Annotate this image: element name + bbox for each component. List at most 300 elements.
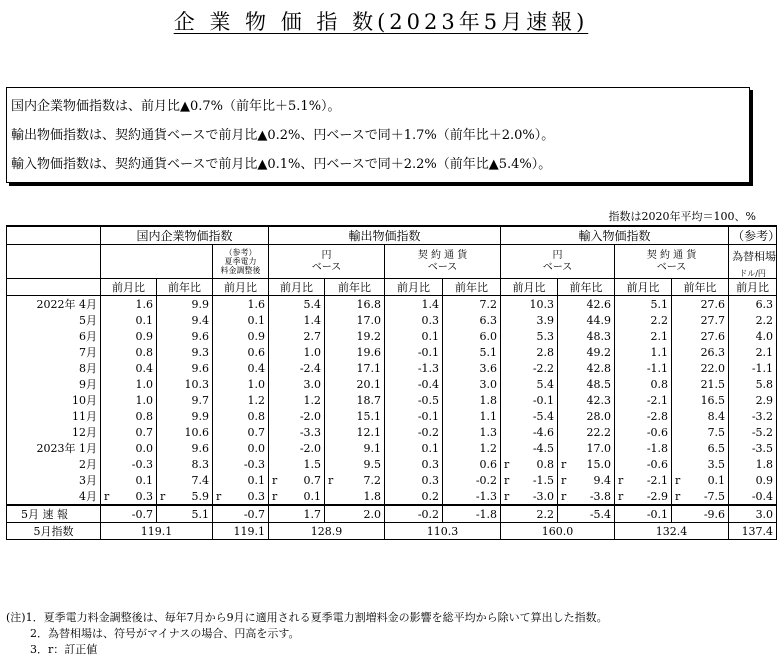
index-import-yen: 160.0 xyxy=(501,523,615,540)
cell-value: 1.0 xyxy=(135,393,153,407)
cell-value: 1.0 xyxy=(135,377,153,391)
summer-adj-line2: 夏季電力 xyxy=(224,257,257,266)
header-domestic: 国内企業物価指数 xyxy=(101,226,269,245)
cell-value: 5.4 xyxy=(536,377,555,391)
table-cell xyxy=(385,408,443,424)
table-cell xyxy=(443,408,501,424)
summer-adj-line3: 料金調整後 xyxy=(220,266,261,275)
table-cell xyxy=(443,392,501,408)
col-yoy: 前年比 xyxy=(672,279,729,296)
revised-mark: r xyxy=(675,473,681,487)
table-cell xyxy=(615,344,672,360)
cell-value: -2.0 xyxy=(299,441,322,455)
table-cell xyxy=(269,440,325,456)
col-mom: 前月比 xyxy=(501,279,558,296)
import-contract-line2: ベース xyxy=(656,261,687,273)
cell-value: -0.4 xyxy=(417,377,440,391)
cell-value: 10.3 xyxy=(184,377,209,391)
cell-value: 0.9 xyxy=(247,329,266,343)
cell-value: -2.9 xyxy=(646,489,669,503)
table-cell xyxy=(269,488,325,505)
table-row xyxy=(7,408,777,424)
table-row xyxy=(7,440,777,456)
cell-value: 7.4 xyxy=(191,473,209,487)
cell-value: 0.1 xyxy=(135,313,153,327)
table-cell xyxy=(672,360,729,376)
cell-value: 5.1 xyxy=(650,297,669,311)
table-cell xyxy=(385,392,443,408)
table-cell: 4.0 xyxy=(729,328,777,344)
cell-value: 3.5 xyxy=(707,457,726,471)
table-cell xyxy=(101,328,157,344)
table-cell xyxy=(213,360,269,376)
col-mom: 前月比 xyxy=(213,279,269,296)
table-cell xyxy=(213,488,269,505)
cell-value: 8.4 xyxy=(707,409,726,423)
cell-value: 17.0 xyxy=(356,313,382,327)
cell-value: -3.8 xyxy=(589,489,612,503)
table-cell xyxy=(558,472,615,488)
table-cell xyxy=(385,344,443,360)
table-cell xyxy=(157,424,213,440)
header-domestic-blank xyxy=(101,245,213,279)
table-row-index xyxy=(7,523,777,540)
table-cell xyxy=(157,328,213,344)
table-cell xyxy=(325,312,385,328)
table-cell: -0.1 xyxy=(615,505,672,523)
row-label: 5月指数 xyxy=(7,523,101,540)
cell-value: 3.9 xyxy=(536,313,555,327)
table-cell xyxy=(269,408,325,424)
summary-import: 輸入物価指数は、契約通貨ベースで前月比▲0.1%、円ベースで同＋2.2%（前年比▲5.4%）。 xyxy=(11,157,552,172)
table-cell xyxy=(213,456,269,472)
table-cell xyxy=(385,376,443,392)
row-label: 5月 速 報 xyxy=(7,505,101,523)
table-cell xyxy=(157,472,213,488)
cell-value: 9.6 xyxy=(191,441,209,455)
table-cell xyxy=(101,472,157,488)
table-cell: 5.8 xyxy=(729,376,777,392)
cell-value: -5.4 xyxy=(532,409,555,423)
table-cell xyxy=(269,328,325,344)
table-cell xyxy=(443,456,501,472)
table-cell xyxy=(443,312,501,328)
revised-mark: r xyxy=(618,473,624,487)
price-index-table xyxy=(6,225,780,540)
cell-value: 48.3 xyxy=(586,329,612,343)
index-import-contract: 132.4 xyxy=(615,523,729,540)
table-cell xyxy=(213,392,269,408)
cell-value: 0.1 xyxy=(135,473,153,487)
table-row xyxy=(7,360,777,376)
table-cell: 2.0 xyxy=(325,505,385,523)
table-cell xyxy=(213,408,269,424)
table-row xyxy=(7,424,777,440)
table-cell xyxy=(501,328,558,344)
cell-value: 8.3 xyxy=(191,457,209,471)
table-cell xyxy=(558,424,615,440)
row-label: 6月 xyxy=(7,328,101,344)
table-cell xyxy=(501,344,558,360)
table-cell xyxy=(501,488,558,505)
table-cell xyxy=(558,440,615,456)
export-contract-line1: 契 約 通 貨 xyxy=(417,249,468,261)
revised-mark: r xyxy=(504,489,510,503)
table-cell: -0.7 xyxy=(213,505,269,523)
revised-mark: r xyxy=(160,489,166,503)
cell-value: 0.9 xyxy=(135,329,153,343)
table-cell xyxy=(443,440,501,456)
table-cell: 2.1 xyxy=(729,344,777,360)
table-row xyxy=(7,488,777,505)
cell-value: -2.2 xyxy=(532,361,555,375)
cell-value: -0.1 xyxy=(417,345,440,359)
cell-value: 0.8 xyxy=(135,345,153,359)
table-cell xyxy=(325,440,385,456)
table-cell xyxy=(672,408,729,424)
table-cell xyxy=(558,376,615,392)
page-title xyxy=(0,6,762,36)
cell-value: -2.1 xyxy=(646,473,669,487)
table-cell: -1.8 xyxy=(443,505,501,523)
cell-value: 0.1 xyxy=(247,313,266,327)
table-cell xyxy=(672,328,729,344)
cell-value: 27.6 xyxy=(700,329,726,343)
cell-value: 0.8 xyxy=(536,457,555,471)
cell-value: -3.0 xyxy=(532,489,555,503)
cell-value: -0.6 xyxy=(646,425,669,439)
col-mom: 前月比 xyxy=(385,279,443,296)
table-cell: 2.2 xyxy=(501,505,558,523)
row-label: 7月 xyxy=(7,344,101,360)
table-cell xyxy=(672,488,729,505)
cell-value: 16.5 xyxy=(700,393,726,407)
table-cell xyxy=(385,312,443,328)
cell-value: 9.4 xyxy=(593,473,612,487)
cell-value: -4.5 xyxy=(532,441,555,455)
fx-line2: ドル/円 xyxy=(739,269,766,278)
cell-value: -1.1 xyxy=(646,361,669,375)
row-label: 4月 xyxy=(7,488,101,505)
cell-value: -2.0 xyxy=(299,409,322,423)
table-cell: 6.3 xyxy=(729,296,777,313)
table-cell xyxy=(213,328,269,344)
table-cell: -5.2 xyxy=(729,424,777,440)
table-cell xyxy=(269,472,325,488)
table-cell xyxy=(101,440,157,456)
cell-value: 1.6 xyxy=(135,297,153,311)
revised-mark: r xyxy=(561,489,567,503)
cell-value: 2.1 xyxy=(650,329,669,343)
cell-value: 12.1 xyxy=(356,425,382,439)
cell-value: -0.2 xyxy=(475,473,498,487)
table-cell: 1.8 xyxy=(729,456,777,472)
table-cell xyxy=(385,424,443,440)
cell-value: 21.5 xyxy=(700,377,726,391)
table-cell: -0.7 xyxy=(101,505,157,523)
table-cell xyxy=(443,328,501,344)
row-label: 5月 xyxy=(7,312,101,328)
corner-cell xyxy=(7,226,101,245)
table-cell xyxy=(501,392,558,408)
cell-value: 1.1 xyxy=(650,345,669,359)
cell-value: 48.5 xyxy=(586,377,612,391)
revised-mark: r xyxy=(618,489,624,503)
revised-mark: r xyxy=(504,457,510,471)
corner-cell xyxy=(7,245,101,279)
cell-value: 1.5 xyxy=(303,457,322,471)
cell-value: 1.0 xyxy=(303,345,322,359)
table-cell xyxy=(558,392,615,408)
cell-value: 1.4 xyxy=(421,297,440,311)
cell-value: 7.2 xyxy=(363,473,382,487)
corner-cell xyxy=(7,279,101,296)
table-cell: -0.2 xyxy=(385,505,443,523)
index-domestic: 119.1 xyxy=(101,523,213,540)
cell-value: 9.5 xyxy=(363,457,382,471)
table-cell xyxy=(615,424,672,440)
cell-value: 9.9 xyxy=(191,409,209,423)
cell-value: 2.8 xyxy=(536,345,555,359)
cell-value: 0.4 xyxy=(247,361,266,375)
table-cell: 1.7 xyxy=(269,505,325,523)
cell-value: 19.6 xyxy=(356,345,382,359)
import-yen-line1: 円 xyxy=(552,249,563,261)
cell-value: 3.0 xyxy=(303,377,322,391)
revised-mark: r xyxy=(216,489,222,503)
cell-value: 1.2 xyxy=(479,441,498,455)
cell-value: 0.8 xyxy=(650,377,669,391)
table-cell xyxy=(213,376,269,392)
table-cell: -5.4 xyxy=(558,505,615,523)
cell-value: -1.3 xyxy=(417,361,440,375)
header-summer-adj xyxy=(213,245,269,279)
revised-mark: r xyxy=(272,489,278,503)
table-cell: -9.6 xyxy=(672,505,729,523)
table-cell xyxy=(615,296,672,313)
cell-value: 9.1 xyxy=(363,441,382,455)
table-cell: 5.1 xyxy=(157,505,213,523)
fx-line1: 為替相場 xyxy=(732,250,777,263)
table-cell: 0.9 xyxy=(729,472,777,488)
row-label: 9月 xyxy=(7,376,101,392)
table-cell: 3.0 xyxy=(729,505,777,523)
table-cell xyxy=(269,376,325,392)
table-row xyxy=(7,296,777,313)
cell-value: 18.7 xyxy=(356,393,382,407)
index-fx: 137.4 xyxy=(729,523,777,540)
summary-export: 輸出物価指数は、契約通貨ベースで前月比▲0.2%、円ベースで同＋1.7%（前年比＋2.0%）。 xyxy=(11,128,555,143)
table-cell xyxy=(101,376,157,392)
table-cell xyxy=(101,392,157,408)
cell-value: 26.3 xyxy=(700,345,726,359)
table-cell xyxy=(615,472,672,488)
table-cell xyxy=(157,488,213,505)
table-cell xyxy=(325,392,385,408)
table-cell xyxy=(157,312,213,328)
cell-value: 0.3 xyxy=(421,313,440,327)
table-cell xyxy=(269,456,325,472)
table-cell xyxy=(269,424,325,440)
cell-value: 1.0 xyxy=(247,377,266,391)
table-cell xyxy=(157,392,213,408)
cell-value: 0.7 xyxy=(247,425,266,439)
cell-value: -0.1 xyxy=(417,409,440,423)
table-cell xyxy=(558,328,615,344)
table-cell xyxy=(443,376,501,392)
cell-value: 0.2 xyxy=(421,489,440,503)
cell-value: -2.8 xyxy=(646,409,669,423)
table-cell xyxy=(615,488,672,505)
table-cell xyxy=(325,424,385,440)
cell-value: 42.3 xyxy=(586,393,612,407)
table-row xyxy=(7,312,777,328)
cell-value: 0.1 xyxy=(421,441,440,455)
row-label: 11月 xyxy=(7,408,101,424)
table-cell xyxy=(672,312,729,328)
cell-value: 15.1 xyxy=(356,409,382,423)
table-cell xyxy=(615,328,672,344)
table-row xyxy=(7,472,777,488)
cell-value: -0.3 xyxy=(131,457,153,471)
table-cell xyxy=(501,472,558,488)
table-cell xyxy=(101,344,157,360)
cell-value: 0.6 xyxy=(479,457,498,471)
cell-value: 20.1 xyxy=(356,377,382,391)
table-cell xyxy=(672,296,729,313)
table-cell xyxy=(558,344,615,360)
header-import-yen xyxy=(501,245,615,279)
header-reference: （参考） xyxy=(729,226,777,245)
table-cell xyxy=(501,296,558,313)
table-cell xyxy=(269,392,325,408)
cell-value: 9.6 xyxy=(191,361,209,375)
table-cell xyxy=(325,472,385,488)
table-cell xyxy=(558,456,615,472)
cell-value: 9.3 xyxy=(191,345,209,359)
table-cell xyxy=(157,360,213,376)
table-cell xyxy=(615,376,672,392)
table-cell xyxy=(385,472,443,488)
col-yoy: 前年比 xyxy=(443,279,501,296)
table-cell xyxy=(213,296,269,313)
table-cell: -0.4 xyxy=(729,488,777,505)
table-cell xyxy=(501,408,558,424)
cell-value: 1.8 xyxy=(479,393,498,407)
table-cell xyxy=(325,456,385,472)
revised-mark: r xyxy=(561,457,567,471)
cell-value: -1.5 xyxy=(532,473,555,487)
table-cell xyxy=(615,360,672,376)
table-row xyxy=(7,376,777,392)
row-label: 10月 xyxy=(7,392,101,408)
table-cell xyxy=(157,296,213,313)
note-2: 2．為替相場は、符号がマイナスの場合、円高を示す。 xyxy=(30,627,300,640)
cell-value: 6.3 xyxy=(479,313,498,327)
export-yen-line2: ベース xyxy=(311,261,342,273)
note-1: (注)1．夏季電力料金調整後は、毎年7月から9月に適用される夏季電力割増料金の影響を総平均から除いて算出した指数。 xyxy=(6,611,608,624)
header-import: 輸入物価指数 xyxy=(501,226,729,245)
table-cell: 2.9 xyxy=(729,392,777,408)
cell-value: 15.0 xyxy=(586,457,612,471)
table-cell xyxy=(157,440,213,456)
table-cell xyxy=(101,456,157,472)
table-row-sokuho xyxy=(7,505,777,523)
cell-value: -0.3 xyxy=(243,457,266,471)
revised-mark: r xyxy=(675,489,681,503)
cell-value: 1.4 xyxy=(303,313,322,327)
cell-value: 0.1 xyxy=(303,489,322,503)
cell-value: 1.6 xyxy=(247,297,266,311)
cell-value: 44.9 xyxy=(586,313,612,327)
cell-value: 22.2 xyxy=(586,425,612,439)
row-label: 3月 xyxy=(7,472,101,488)
cell-value: 0.0 xyxy=(247,441,266,455)
cell-value: -1.3 xyxy=(475,489,498,503)
cell-value: 9.7 xyxy=(191,393,209,407)
table-cell xyxy=(385,488,443,505)
cell-value: -2.4 xyxy=(299,361,322,375)
table-cell xyxy=(672,472,729,488)
table-cell xyxy=(501,312,558,328)
cell-value: 0.1 xyxy=(247,473,266,487)
table-cell xyxy=(443,360,501,376)
table-cell xyxy=(385,360,443,376)
table-cell xyxy=(325,296,385,313)
table-cell xyxy=(501,456,558,472)
cell-value: 7.2 xyxy=(479,297,498,311)
index-export-yen: 128.9 xyxy=(269,523,385,540)
cell-value: 5.4 xyxy=(303,297,322,311)
table-cell xyxy=(269,312,325,328)
cell-value: 5.1 xyxy=(479,345,498,359)
header-fx xyxy=(729,245,777,279)
table-cell xyxy=(325,376,385,392)
cell-value: 1.8 xyxy=(363,489,382,503)
cell-value: 17.1 xyxy=(356,361,382,375)
table-cell xyxy=(385,328,443,344)
table-cell xyxy=(325,328,385,344)
cell-value: 10.6 xyxy=(184,425,209,439)
cell-value: 0.7 xyxy=(135,425,153,439)
table-cell xyxy=(269,360,325,376)
cell-value: -3.3 xyxy=(299,425,322,439)
cell-value: -7.5 xyxy=(703,489,726,503)
cell-value: 2.7 xyxy=(303,329,322,343)
row-label: 12月 xyxy=(7,424,101,440)
cell-value: 0.1 xyxy=(707,473,726,487)
header-export-contract xyxy=(385,245,501,279)
table-cell xyxy=(157,408,213,424)
table-cell xyxy=(672,392,729,408)
table-cell xyxy=(213,312,269,328)
table-cell xyxy=(269,344,325,360)
cell-value: 1.3 xyxy=(479,425,498,439)
table-cell xyxy=(101,488,157,505)
table-cell xyxy=(672,376,729,392)
col-mom: 前月比 xyxy=(729,279,777,296)
row-label: 8月 xyxy=(7,360,101,376)
table-data-body xyxy=(7,296,777,506)
table-cell xyxy=(385,456,443,472)
cell-value: 1.2 xyxy=(247,393,266,407)
table-cell xyxy=(443,488,501,505)
export-contract-line2: ベース xyxy=(427,261,458,273)
table-cell: 2.2 xyxy=(729,312,777,328)
revised-mark: r xyxy=(328,473,334,487)
table-cell xyxy=(615,312,672,328)
table-cell xyxy=(615,440,672,456)
